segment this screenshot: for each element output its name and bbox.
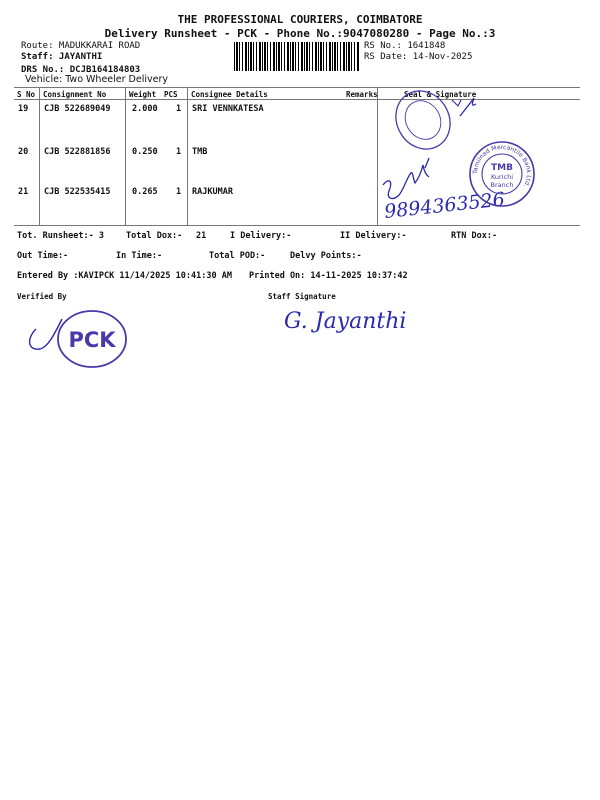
tmb-bank-stamp — [468, 140, 536, 208]
table-header-rule — [14, 99, 580, 100]
in-time: In Time:- — [116, 251, 163, 261]
table-top-rule — [14, 87, 580, 88]
vehicle-label: Vehicle: Two Wheeler Delivery — [25, 74, 168, 85]
rtn-dox: RTN Dox:- — [451, 231, 498, 241]
total-pod: Total POD:- — [209, 251, 266, 261]
verified-by-label: Verified By — [17, 292, 67, 301]
barcode — [234, 42, 360, 71]
company-title: THE PROFESSIONAL COURIERS, COIMBATORE — [177, 13, 423, 26]
pck-stamp-text: PCK — [68, 328, 116, 352]
delvy-points: Delvy Points:- — [290, 251, 362, 261]
row-sno: 21 — [18, 187, 29, 197]
col-divider — [187, 87, 188, 225]
staff-signature-label: Staff Signature — [268, 292, 336, 301]
total-dox-label: Total Dox:- — [126, 231, 183, 241]
row-pcs: 1 — [176, 187, 182, 197]
tmb-abbr: TMB — [491, 163, 513, 173]
drs-number: DRS No.: DCJB164184803 — [21, 65, 141, 75]
row-weight: 0.265 — [132, 187, 158, 197]
row-pcs: 1 — [176, 147, 182, 157]
col-header-remarks: Remarks — [346, 90, 378, 99]
col-header-consignee: Consignee Details — [191, 90, 268, 99]
row-consignment: CJB 522881856 — [44, 147, 111, 157]
tot-runsheet: Tot. Runsheet:- 3 — [17, 231, 104, 241]
printed-on: Printed On: 14-11-2025 10:37:42 — [249, 271, 408, 281]
row-consignment: CJB 522689049 — [44, 104, 111, 114]
runsheet-subtitle: Delivery Runsheet - PCK - Phone No.:9047080280 - Page No.:3 — [104, 27, 496, 40]
row-consignee: SRI VENNKATESA — [192, 104, 264, 114]
pck-stamp — [22, 305, 142, 375]
tmb-ring-text: Tamilnad Mercantile Bank Ltd. — [471, 143, 533, 189]
col-header-weight: Weight — [129, 90, 157, 99]
ii-delivery: II Delivery:- — [340, 231, 407, 241]
table-bottom-rule — [14, 225, 580, 226]
tmb-branch: Branch — [490, 181, 514, 189]
row-pcs: 1 — [176, 104, 182, 114]
staff-handwritten-signature — [282, 298, 442, 338]
row-sno: 20 — [18, 147, 29, 157]
row-consignee: RAJKUMAR — [192, 187, 233, 197]
handwritten-phone: 9894363526 — [383, 188, 506, 223]
col-header-consignment: Consignment No — [43, 90, 107, 99]
col-header-seal: Seal & Signature — [404, 90, 477, 99]
row-weight: 0.250 — [132, 147, 158, 157]
col-divider — [39, 87, 40, 225]
i-delivery: I Delivery:- — [230, 231, 292, 241]
total-dox-value: 21 — [196, 231, 207, 241]
entered-by: Entered By :KAVIPCK 11/14/2025 10:41:30 AM — [17, 271, 232, 281]
row-consignee: TMB — [192, 147, 208, 157]
rs-date: RS Date: 14-Nov-2025 — [364, 52, 473, 62]
tmb-kurichi: Kurichi — [490, 173, 514, 181]
row-consignment: CJB 522535415 — [44, 187, 111, 197]
row-weight: 2.000 — [132, 104, 158, 114]
staff-signature-text: G. Jayanthi — [284, 309, 407, 334]
row-sno: 19 — [18, 104, 29, 114]
col-header-pcs: PCS — [164, 90, 178, 99]
out-time: Out Time:- — [17, 251, 69, 261]
route-label: Route: MADUKKARAI ROAD — [21, 41, 141, 51]
col-divider — [125, 87, 126, 225]
staff-label: Staff: JAYANTHI — [21, 52, 103, 62]
col-header-sno: S No — [17, 90, 36, 99]
rs-number: RS No.: 1641848 — [364, 41, 446, 51]
